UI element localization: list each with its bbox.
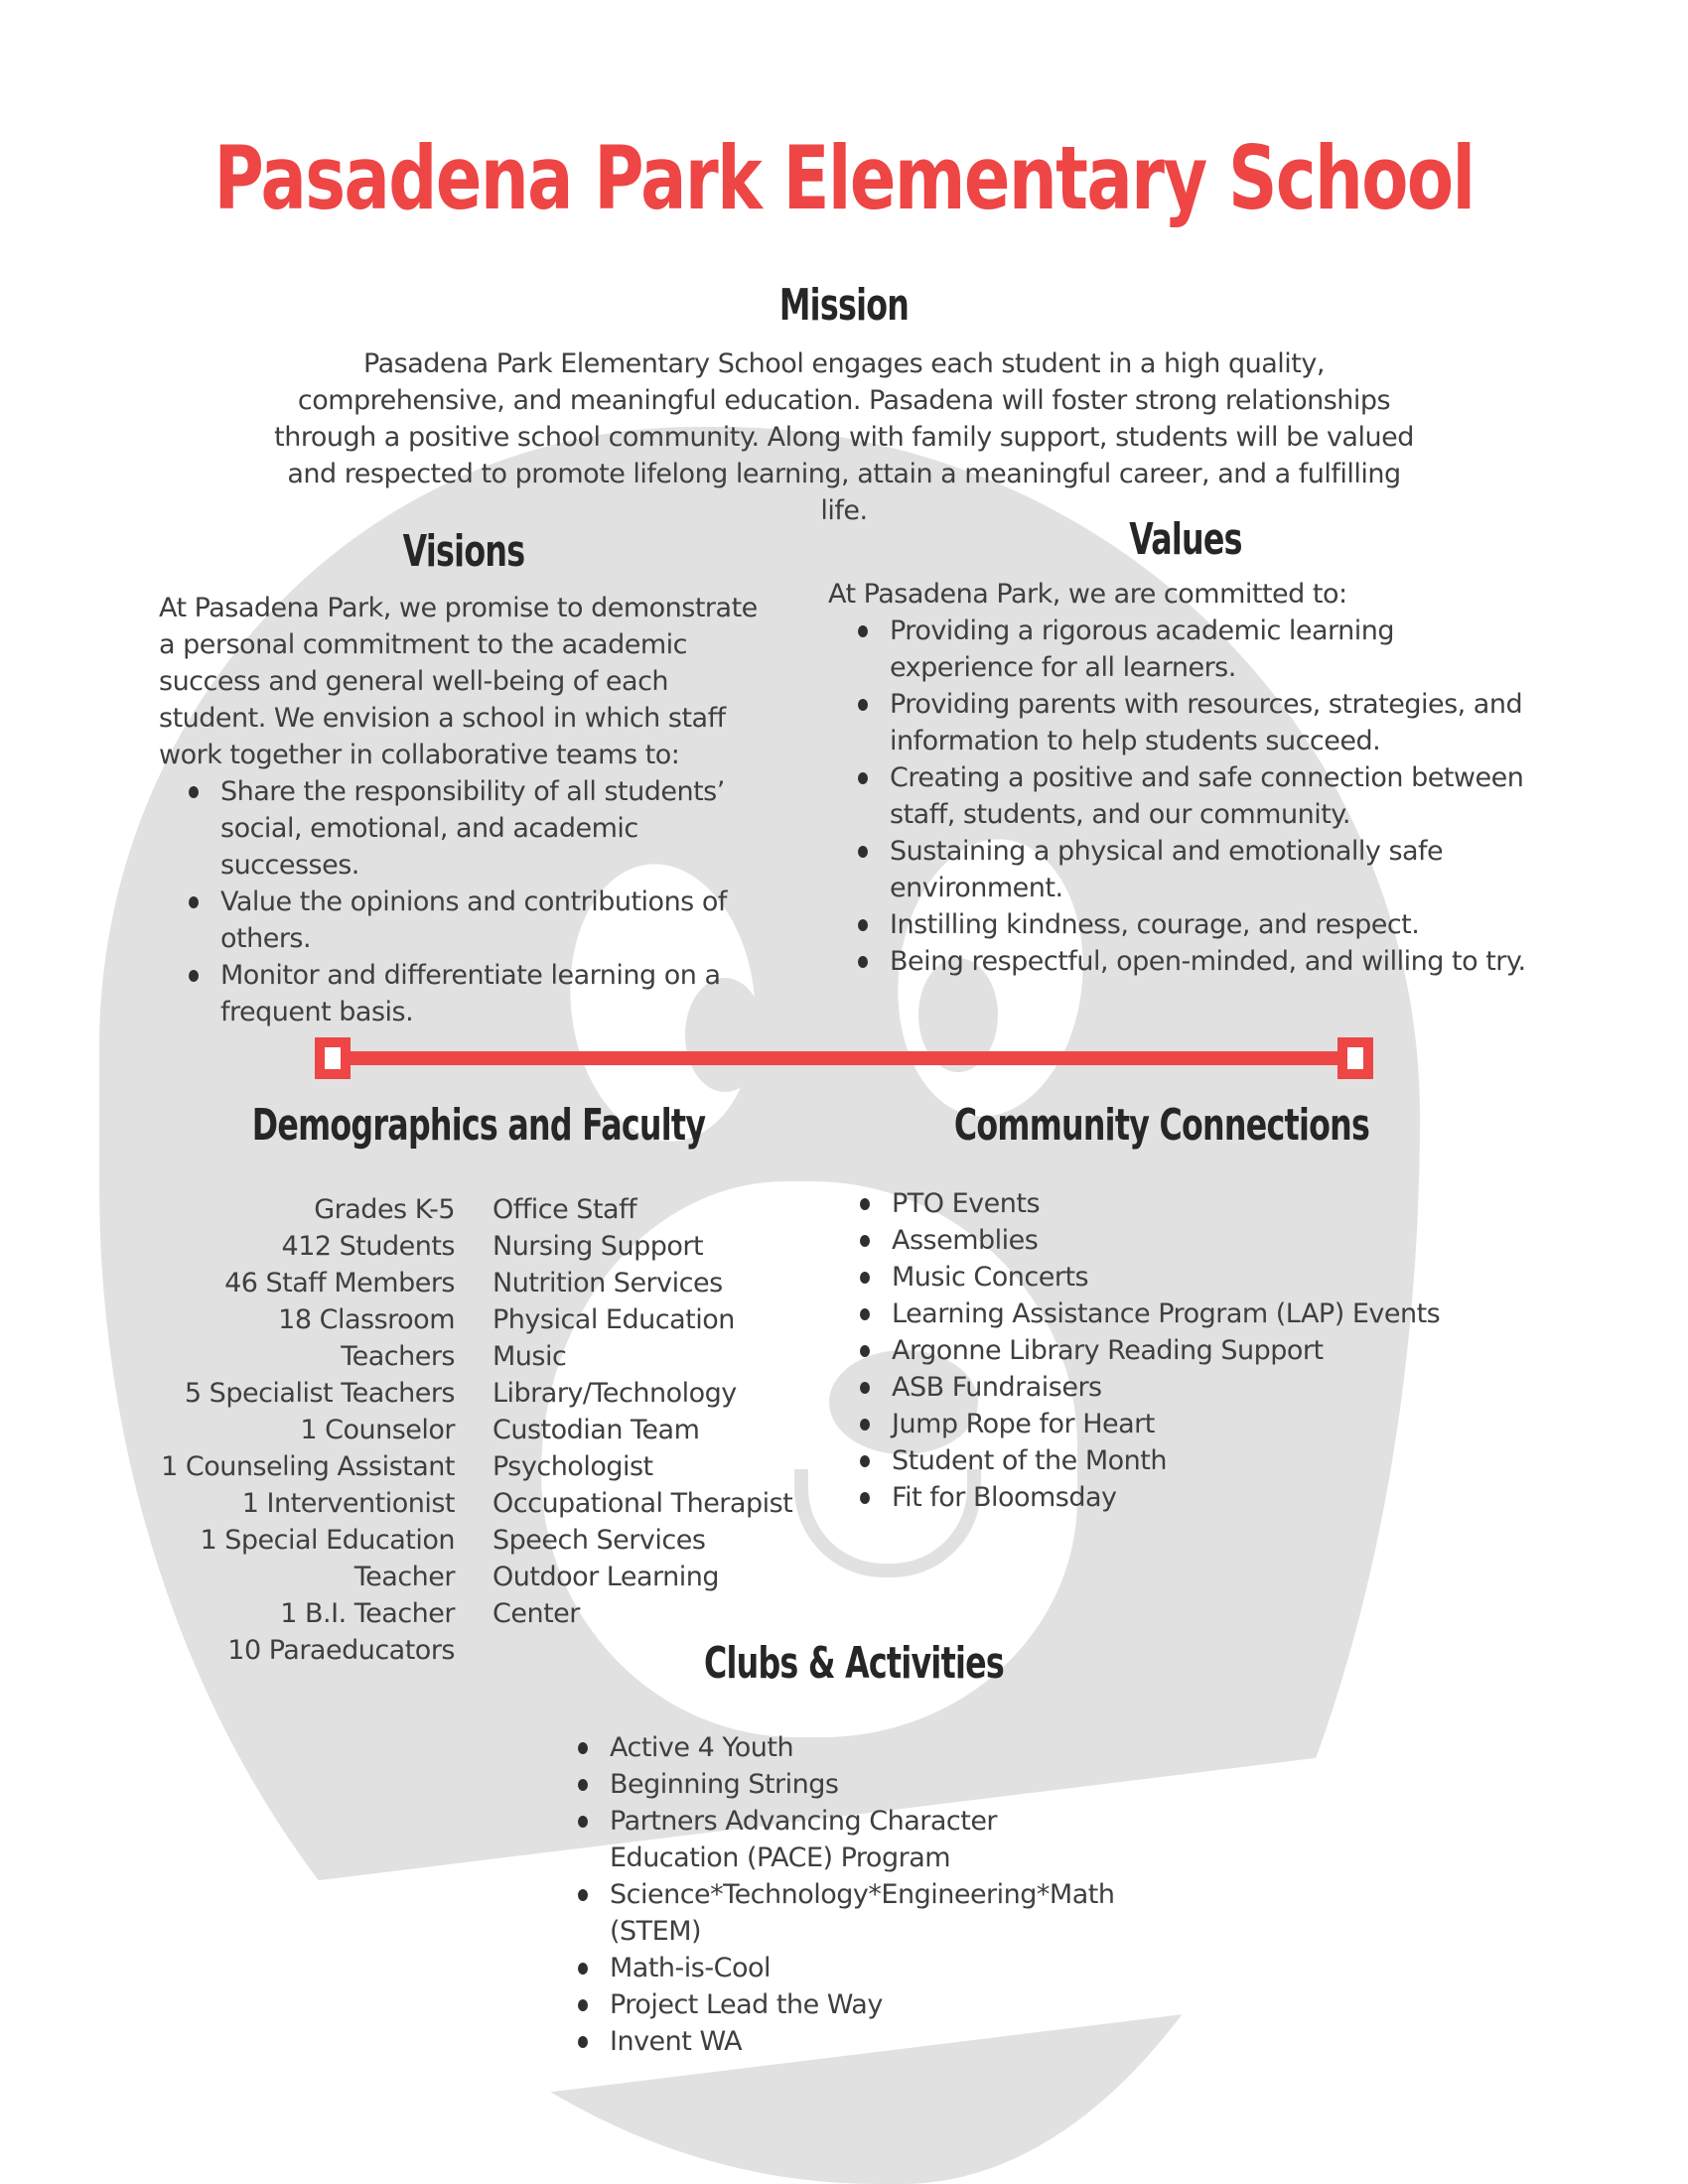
demographics-columns bbox=[157, 1191, 800, 1669]
section-divider bbox=[315, 1036, 1373, 1080]
demographics-stat: Grades K-5 bbox=[314, 1194, 455, 1225]
visions-list-item: Monitor and differentiate learning on a frequent basis. bbox=[159, 957, 769, 1030]
clubs-activities-list bbox=[556, 1729, 1152, 2060]
divider-left-square-cap bbox=[315, 1037, 351, 1079]
community-connections-heading: Community Connections bbox=[953, 1100, 1370, 1151]
demographics-service: Nursing Support bbox=[492, 1231, 704, 1262]
demographics-service: Physical Education bbox=[492, 1304, 735, 1335]
clubs-activities-item: Partners Advancing Character Education (PACE) Program bbox=[556, 1803, 1152, 1876]
values-list bbox=[828, 613, 1543, 980]
divider-right-square-cap bbox=[1337, 1037, 1373, 1079]
values-list-item: Instilling kindness, courage, and respect. bbox=[828, 906, 1543, 943]
demographics-stat: 46 Staff Members bbox=[224, 1268, 455, 1298]
page-title: Pasadena Park Elementary School bbox=[213, 127, 1475, 229]
mission-heading: Mission bbox=[778, 280, 910, 331]
values-intro: At Pasadena Park, we are committed to: bbox=[828, 579, 1347, 610]
community-connections-item: Music Concerts bbox=[814, 1259, 1509, 1296]
mission-section bbox=[268, 280, 1420, 529]
clubs-activities-item: Science*Technology*Engineering*Math (STEM) bbox=[556, 1876, 1152, 1950]
demographics-stat: 1 Counseling Assistant bbox=[161, 1451, 455, 1482]
demographics-stat: 1 B.I. Teacher bbox=[280, 1598, 455, 1629]
community-connections-section bbox=[814, 1100, 1509, 1516]
clubs-activities-item: Invent WA bbox=[556, 2023, 1152, 2060]
community-connections-item: ASB Fundraisers bbox=[814, 1369, 1509, 1406]
demographics-stat: 412 Students bbox=[281, 1231, 455, 1262]
demographics-service: Library/Technology bbox=[492, 1378, 737, 1409]
demographics-stat: 1 Special Education Teacher bbox=[200, 1525, 455, 1592]
visions-list bbox=[159, 773, 769, 1030]
values-list-item: Providing a rigorous academic learning experience for all learners. bbox=[828, 613, 1543, 686]
community-connections-item: Student of the Month bbox=[814, 1442, 1509, 1479]
values-list-item: Creating a positive and safe connection between staff, students, and our community. bbox=[828, 759, 1543, 833]
clubs-activities-section bbox=[556, 1638, 1152, 2060]
demographics-service: Office Staff bbox=[492, 1194, 637, 1225]
values-heading: Values bbox=[1129, 514, 1242, 565]
demographics-service: Outdoor Learning Center bbox=[492, 1562, 720, 1629]
values-section bbox=[828, 514, 1543, 980]
clubs-activities-item: Project Lead the Way bbox=[556, 1986, 1152, 2023]
divider-line bbox=[351, 1051, 1337, 1065]
demographics-service: Nutrition Services bbox=[492, 1268, 723, 1298]
visions-section bbox=[159, 526, 769, 1030]
demographics-service: Speech Services bbox=[492, 1525, 706, 1556]
clubs-activities-item: Beginning Strings bbox=[556, 1766, 1152, 1803]
visions-list-item: Share the responsibility of all students’ social, emotional, and academic successes. bbox=[159, 773, 769, 884]
clubs-activities-heading: Clubs & Activities bbox=[703, 1638, 1005, 1689]
community-connections-item: Assemblies bbox=[814, 1222, 1509, 1259]
community-connections-list bbox=[814, 1185, 1509, 1516]
demographics-service: Music bbox=[492, 1341, 567, 1372]
demographics-stats-column bbox=[157, 1191, 455, 1669]
visions-list-item: Value the opinions and contributions of others. bbox=[159, 884, 769, 957]
community-connections-item: Learning Assistance Program (LAP) Events bbox=[814, 1296, 1509, 1332]
demographics-stat: 18 Classroom Teachers bbox=[278, 1304, 455, 1372]
demographics-section bbox=[157, 1100, 800, 1669]
community-connections-item: Jump Rope for Heart bbox=[814, 1406, 1509, 1442]
demographics-stat: 5 Specialist Teachers bbox=[184, 1378, 455, 1409]
community-connections-item: Argonne Library Reading Support bbox=[814, 1332, 1509, 1369]
demographics-heading: Demographics and Faculty bbox=[251, 1100, 706, 1151]
community-connections-item: Fit for Bloomsday bbox=[814, 1479, 1509, 1516]
values-list-item: Providing parents with resources, strategies, and information to help students succeed. bbox=[828, 686, 1543, 759]
visions-heading: Visions bbox=[402, 526, 525, 577]
demographics-stat: 1 Counselor bbox=[300, 1415, 455, 1445]
demographics-service: Custodian Team bbox=[492, 1415, 700, 1445]
values-list-item: Being respectful, open-minded, and willing to try. bbox=[828, 943, 1543, 980]
demographics-services-column bbox=[492, 1191, 800, 1669]
demographics-stat: 1 Interventionist bbox=[241, 1488, 455, 1519]
values-list-item: Sustaining a physical and emotionally safe environment. bbox=[828, 833, 1543, 906]
demographics-stat: 10 Paraeducators bbox=[227, 1635, 455, 1666]
mission-text: Pasadena Park Elementary School engages each student in a high quality, comprehensive, and meaningful education. Pasadena will foster strong relationships through a positive school community. Along with family support, students will be valued and respected to promote lifelong learning, attain a meaningful career, and a fulfilling life. bbox=[274, 348, 1414, 526]
clubs-activities-item: Math-is-Cool bbox=[556, 1950, 1152, 1986]
clubs-activities-item: Active 4 Youth bbox=[556, 1729, 1152, 1766]
community-connections-item: PTO Events bbox=[814, 1185, 1509, 1222]
demographics-service: Psychologist bbox=[492, 1451, 653, 1482]
demographics-service: Occupational Therapist bbox=[492, 1488, 793, 1519]
visions-intro: At Pasadena Park, we promise to demonstrate a personal commitment to the academic success and general well-being of each student. We envision a school in which staff work together in collaborative teams to: bbox=[159, 593, 758, 770]
